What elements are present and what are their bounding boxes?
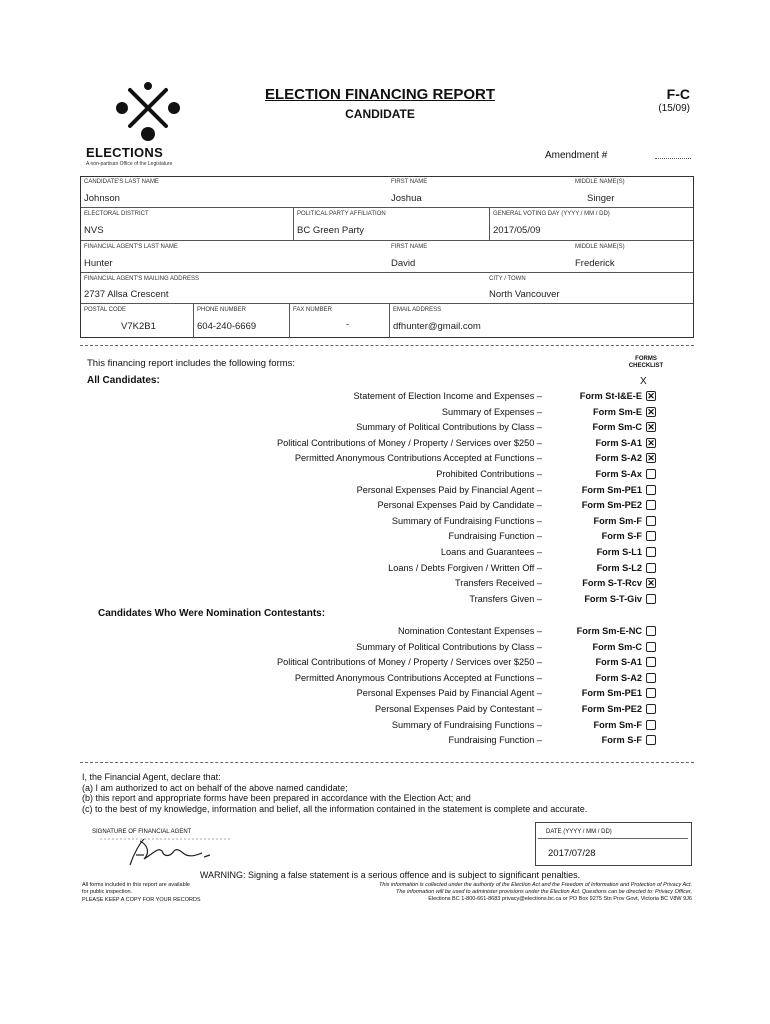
amendment-label: Amendment # xyxy=(545,150,608,161)
form-code-label: Form S-A1 xyxy=(595,437,642,448)
all-candidates-heading: All Candidates: xyxy=(87,375,160,386)
agent-first-name[interactable]: David xyxy=(391,258,416,269)
form-checkbox[interactable]: ✕ xyxy=(647,578,655,589)
form-row xyxy=(100,531,660,547)
nomination-heading: Candidates Who Were Nomination Contestants: xyxy=(98,608,326,619)
voting-day[interactable]: 2017/05/09 xyxy=(493,225,541,236)
form-description: Summary of Political Contributions by Class – xyxy=(356,422,542,433)
form-checkbox[interactable] xyxy=(646,485,656,495)
form-checkbox[interactable] xyxy=(646,516,656,526)
candidate-info-box xyxy=(80,176,694,338)
form-code-label: Form S-A2 xyxy=(595,453,642,464)
email-label: EMAIL ADDRESS xyxy=(393,307,442,313)
district-label: ELECTORAL DISTRICT xyxy=(84,211,149,217)
party-affiliation[interactable]: BC Green Party xyxy=(297,225,365,236)
electoral-district[interactable]: NVS xyxy=(84,225,104,236)
warning-text: WARNING: Signing a false statement is a serious offence and is subject to significant penalties. xyxy=(199,870,581,880)
form-code-label: Form S-L1 xyxy=(596,547,642,557)
form-checkbox[interactable] xyxy=(646,735,656,745)
form-description: Loans / Debts Forgiven / Written Off – xyxy=(388,562,542,573)
agent-middle-name-label: MIDDLE NAME(S) xyxy=(575,244,625,250)
district-row xyxy=(81,208,693,241)
form-code-label: Form Sm-F xyxy=(593,719,642,730)
form-code-label: Form S-T-Rcv xyxy=(582,578,642,589)
agent-last-name-label: FINANCIAL AGENT'S LAST NAME xyxy=(84,244,178,250)
form-description: Transfers Given – xyxy=(469,593,542,604)
form-code-label: Form Sm-PE1 xyxy=(581,688,642,699)
form-description: Loans and Guarantees – xyxy=(440,547,542,557)
form-checkbox[interactable]: ✕ xyxy=(647,437,655,448)
mailing-address-label: FINANCIAL AGENT'S MAILING ADDRESS xyxy=(84,276,199,282)
form-row xyxy=(100,735,660,751)
form-code-label: Form Sm-C xyxy=(592,422,642,433)
agent-first-name-label: FIRST NAME xyxy=(391,244,428,250)
form-checkbox[interactable] xyxy=(646,547,656,557)
declaration-line-1: I, the Financial Agent, declare that: xyxy=(82,772,221,782)
form-description: Personal Expenses Paid by Contestant – xyxy=(374,704,542,714)
form-description: Summary of Political Contributions by Class – xyxy=(356,641,542,652)
form-checkbox[interactable] xyxy=(646,688,656,698)
form-row xyxy=(100,453,660,469)
form-description: Personal Expenses Paid by Candidate – xyxy=(377,500,542,511)
form-code: F-C xyxy=(666,86,690,102)
form-code-label: Form S-A1 xyxy=(595,657,642,668)
form-description: Fundraising Function – xyxy=(448,735,542,746)
declaration-divider xyxy=(80,762,694,763)
form-code-label: Form S-A2 xyxy=(595,672,642,683)
phone-label: PHONE NUMBER xyxy=(197,307,247,313)
form-checkbox[interactable] xyxy=(646,469,656,479)
date-divider xyxy=(538,838,688,839)
agent-middle-name[interactable]: Frederick xyxy=(575,258,615,269)
form-checkbox[interactable]: ✕ xyxy=(647,422,655,433)
form-code-label: Form Sm-F xyxy=(593,515,642,526)
candidate-middle-name-label: MIDDLE NAME(S) xyxy=(575,179,625,185)
form-description: Summary of Fundraising Functions – xyxy=(391,719,542,730)
signature-date[interactable]: 2017/07/28 xyxy=(548,848,596,859)
form-description: Fundraising Function – xyxy=(448,531,542,542)
form-checkbox[interactable] xyxy=(646,720,656,730)
form-description: Permitted Anonymous Contributions Accepted at Functions – xyxy=(294,672,542,683)
form-row xyxy=(100,500,660,516)
form-checkbox[interactable] xyxy=(646,657,656,667)
footer-right-line-2: The information will be used to administer provisions under the Election Act. Questions can be directed to: Privacy Officer, xyxy=(395,889,692,895)
footer-right xyxy=(256,882,692,903)
form-checkbox[interactable] xyxy=(646,594,656,604)
form-row xyxy=(100,626,660,642)
voting-day-label: GENERAL VOTING DAY (YYYY / MM / DD) xyxy=(493,211,610,217)
amendment-field[interactable] xyxy=(655,158,691,159)
form-row xyxy=(100,673,660,689)
footer-left-line-2: for public inspection. xyxy=(82,889,133,895)
form-code-label: Form Sm-PE1 xyxy=(581,484,642,495)
form-checkbox[interactable] xyxy=(646,704,656,714)
elections-bc-logo xyxy=(108,80,188,144)
form-code-label: Form S-T-Giv xyxy=(584,593,642,604)
form-description: Personal Expenses Paid by Financial Agent – xyxy=(356,484,542,495)
form-description: Statement of Election Income and Expenses – xyxy=(353,391,542,401)
form-version: (15/09) xyxy=(658,103,690,114)
phone-number[interactable]: 604-240-6669 xyxy=(197,321,257,332)
mailing-row xyxy=(81,273,693,304)
checklist-x-mark: X xyxy=(640,376,647,387)
form-code-label: Form S-L2 xyxy=(596,562,642,573)
form-description: Transfers Received – xyxy=(455,578,542,589)
checklist-label-1: FORMS xyxy=(635,356,657,362)
form-description: Summary of Expenses – xyxy=(441,406,542,417)
form-checkbox[interactable] xyxy=(646,673,656,683)
phone-cell xyxy=(193,304,289,338)
form-code-label: Form Sm-C xyxy=(592,641,642,652)
form-checkbox[interactable] xyxy=(646,563,656,573)
footer-right-line-3: Elections BC 1-800-661-8683 privacy@elections.bc.ca or PO Box 9275 Stn Prov Govt, Victoria BC V8W 9J6 xyxy=(428,896,692,902)
form-row xyxy=(100,563,660,579)
footer-left-line-1: All forms included in this report are available xyxy=(82,882,190,888)
forms-checklist-header xyxy=(622,356,670,370)
form-row xyxy=(100,688,660,704)
candidate-last-name[interactable]: Johnson xyxy=(84,193,120,204)
signature-label: SIGNATURE OF FINANCIAL AGENT xyxy=(92,829,192,835)
form-row xyxy=(100,578,660,594)
section-divider xyxy=(80,345,694,346)
logo-subtext: A non-partisan Office of the Legislature xyxy=(86,161,173,167)
declaration-text xyxy=(82,772,587,814)
form-checkbox[interactable] xyxy=(646,531,656,541)
form-code-label: Form Sm-E-NC xyxy=(576,626,642,636)
form-description: Political Contributions of Money / Property / Services over $250 – xyxy=(276,437,542,448)
form-description: Summary of Fundraising Functions – xyxy=(391,515,542,526)
form-row xyxy=(100,485,660,501)
form-description: Permitted Anonymous Contributions Accepted at Functions – xyxy=(294,453,542,464)
form-row xyxy=(100,516,660,532)
candidate-first-name-label: FIRST NAME xyxy=(391,179,428,185)
form-row xyxy=(100,422,660,438)
form-checkbox[interactable] xyxy=(646,500,656,510)
party-label: POLITICAL PARTY AFFILIATION xyxy=(297,211,386,217)
form-checkbox[interactable] xyxy=(646,626,656,636)
declaration-line-2: (a) I am authorized to act on behalf of the above named candidate; xyxy=(82,782,348,793)
mailing-address[interactable]: 2737 Allsa Crescent xyxy=(84,289,169,300)
candidate-last-name-label: CANDIDATE'S LAST NAME xyxy=(84,179,159,185)
fax-label: FAX NUMBER xyxy=(293,307,333,313)
city-label: CITY / TOWN xyxy=(489,276,526,282)
email-address[interactable]: dfhunter@gmail.com xyxy=(393,321,481,332)
form-checkbox[interactable]: ✕ xyxy=(647,453,655,464)
form-code-label: Form S-F xyxy=(601,531,642,542)
form-code-label: Form Sm-PE2 xyxy=(581,500,642,511)
fax-number[interactable]: - xyxy=(346,319,350,330)
checklist-label-2: CHECKLIST xyxy=(628,363,664,369)
declaration-line-4: (c) to the best of my knowledge, information and belief, all the information contained in the statement is complete and accurate. xyxy=(82,803,588,814)
form-code-label: Form Sm-E xyxy=(592,406,642,417)
candidate-name-row xyxy=(81,177,693,208)
form-row xyxy=(100,704,660,720)
postal-code[interactable]: V7K2B1 xyxy=(121,321,156,332)
candidate-first-name[interactable]: Joshua xyxy=(391,193,422,204)
form-description: Nomination Contestant Expenses – xyxy=(397,626,542,636)
voting-day-cell xyxy=(489,208,695,240)
form-description: Personal Expenses Paid by Financial Agent – xyxy=(356,688,542,699)
party-cell xyxy=(293,208,489,240)
page-subtitle: CANDIDATE xyxy=(345,107,415,121)
form-checkbox[interactable] xyxy=(646,642,656,652)
form-description: Prohibited Contributions – xyxy=(436,469,542,479)
form-row xyxy=(100,438,660,454)
agent-name-row xyxy=(81,241,693,273)
form-row xyxy=(100,720,660,736)
forms-intro: This financing report includes the following forms: xyxy=(87,358,296,369)
form-checkbox[interactable]: ✕ xyxy=(647,391,655,401)
date-label: DATE (YYYY / MM / DD) xyxy=(546,829,612,835)
form-code-label: Form S-Ax xyxy=(595,469,642,479)
city[interactable]: North Vancouver xyxy=(489,289,560,300)
email-cell xyxy=(389,304,695,338)
footer-left xyxy=(82,882,262,904)
footer-left-line-3: PLEASE KEEP A COPY FOR YOUR RECORDS xyxy=(82,897,201,903)
form-checkbox[interactable]: ✕ xyxy=(647,406,655,417)
fax-cell xyxy=(289,304,389,338)
handwritten-signature xyxy=(100,835,240,869)
logo-text: ELECTIONS xyxy=(86,145,164,160)
agent-last-name[interactable]: Hunter xyxy=(84,258,113,269)
form-description: Political Contributions of Money / Property / Services over $250 – xyxy=(276,657,542,668)
form-code-label: Form S-F xyxy=(601,735,642,746)
form-code-label: Form Sm-PE2 xyxy=(581,704,642,714)
form-row xyxy=(100,642,660,658)
contact-row xyxy=(81,304,693,338)
form-row xyxy=(100,547,660,563)
form-row xyxy=(100,407,660,423)
candidate-middle-name[interactable]: Singer xyxy=(587,193,615,204)
form-code-label: Form St-I&E-E xyxy=(579,391,642,401)
footer-right-line-1: This information is collected under the authority of the Election Act and the Freedom of Information and Protection of Privacy Act. xyxy=(379,882,692,888)
form-row xyxy=(100,469,660,485)
postal-code-label: POSTAL CODE xyxy=(84,307,127,313)
form-row xyxy=(100,657,660,673)
page-title: ELECTION FINANCING REPORT xyxy=(264,86,495,103)
form-row xyxy=(100,391,660,407)
declaration-line-3: (b) this report and appropriate forms have been prepared in accordance with the Election Act; and xyxy=(82,793,471,803)
